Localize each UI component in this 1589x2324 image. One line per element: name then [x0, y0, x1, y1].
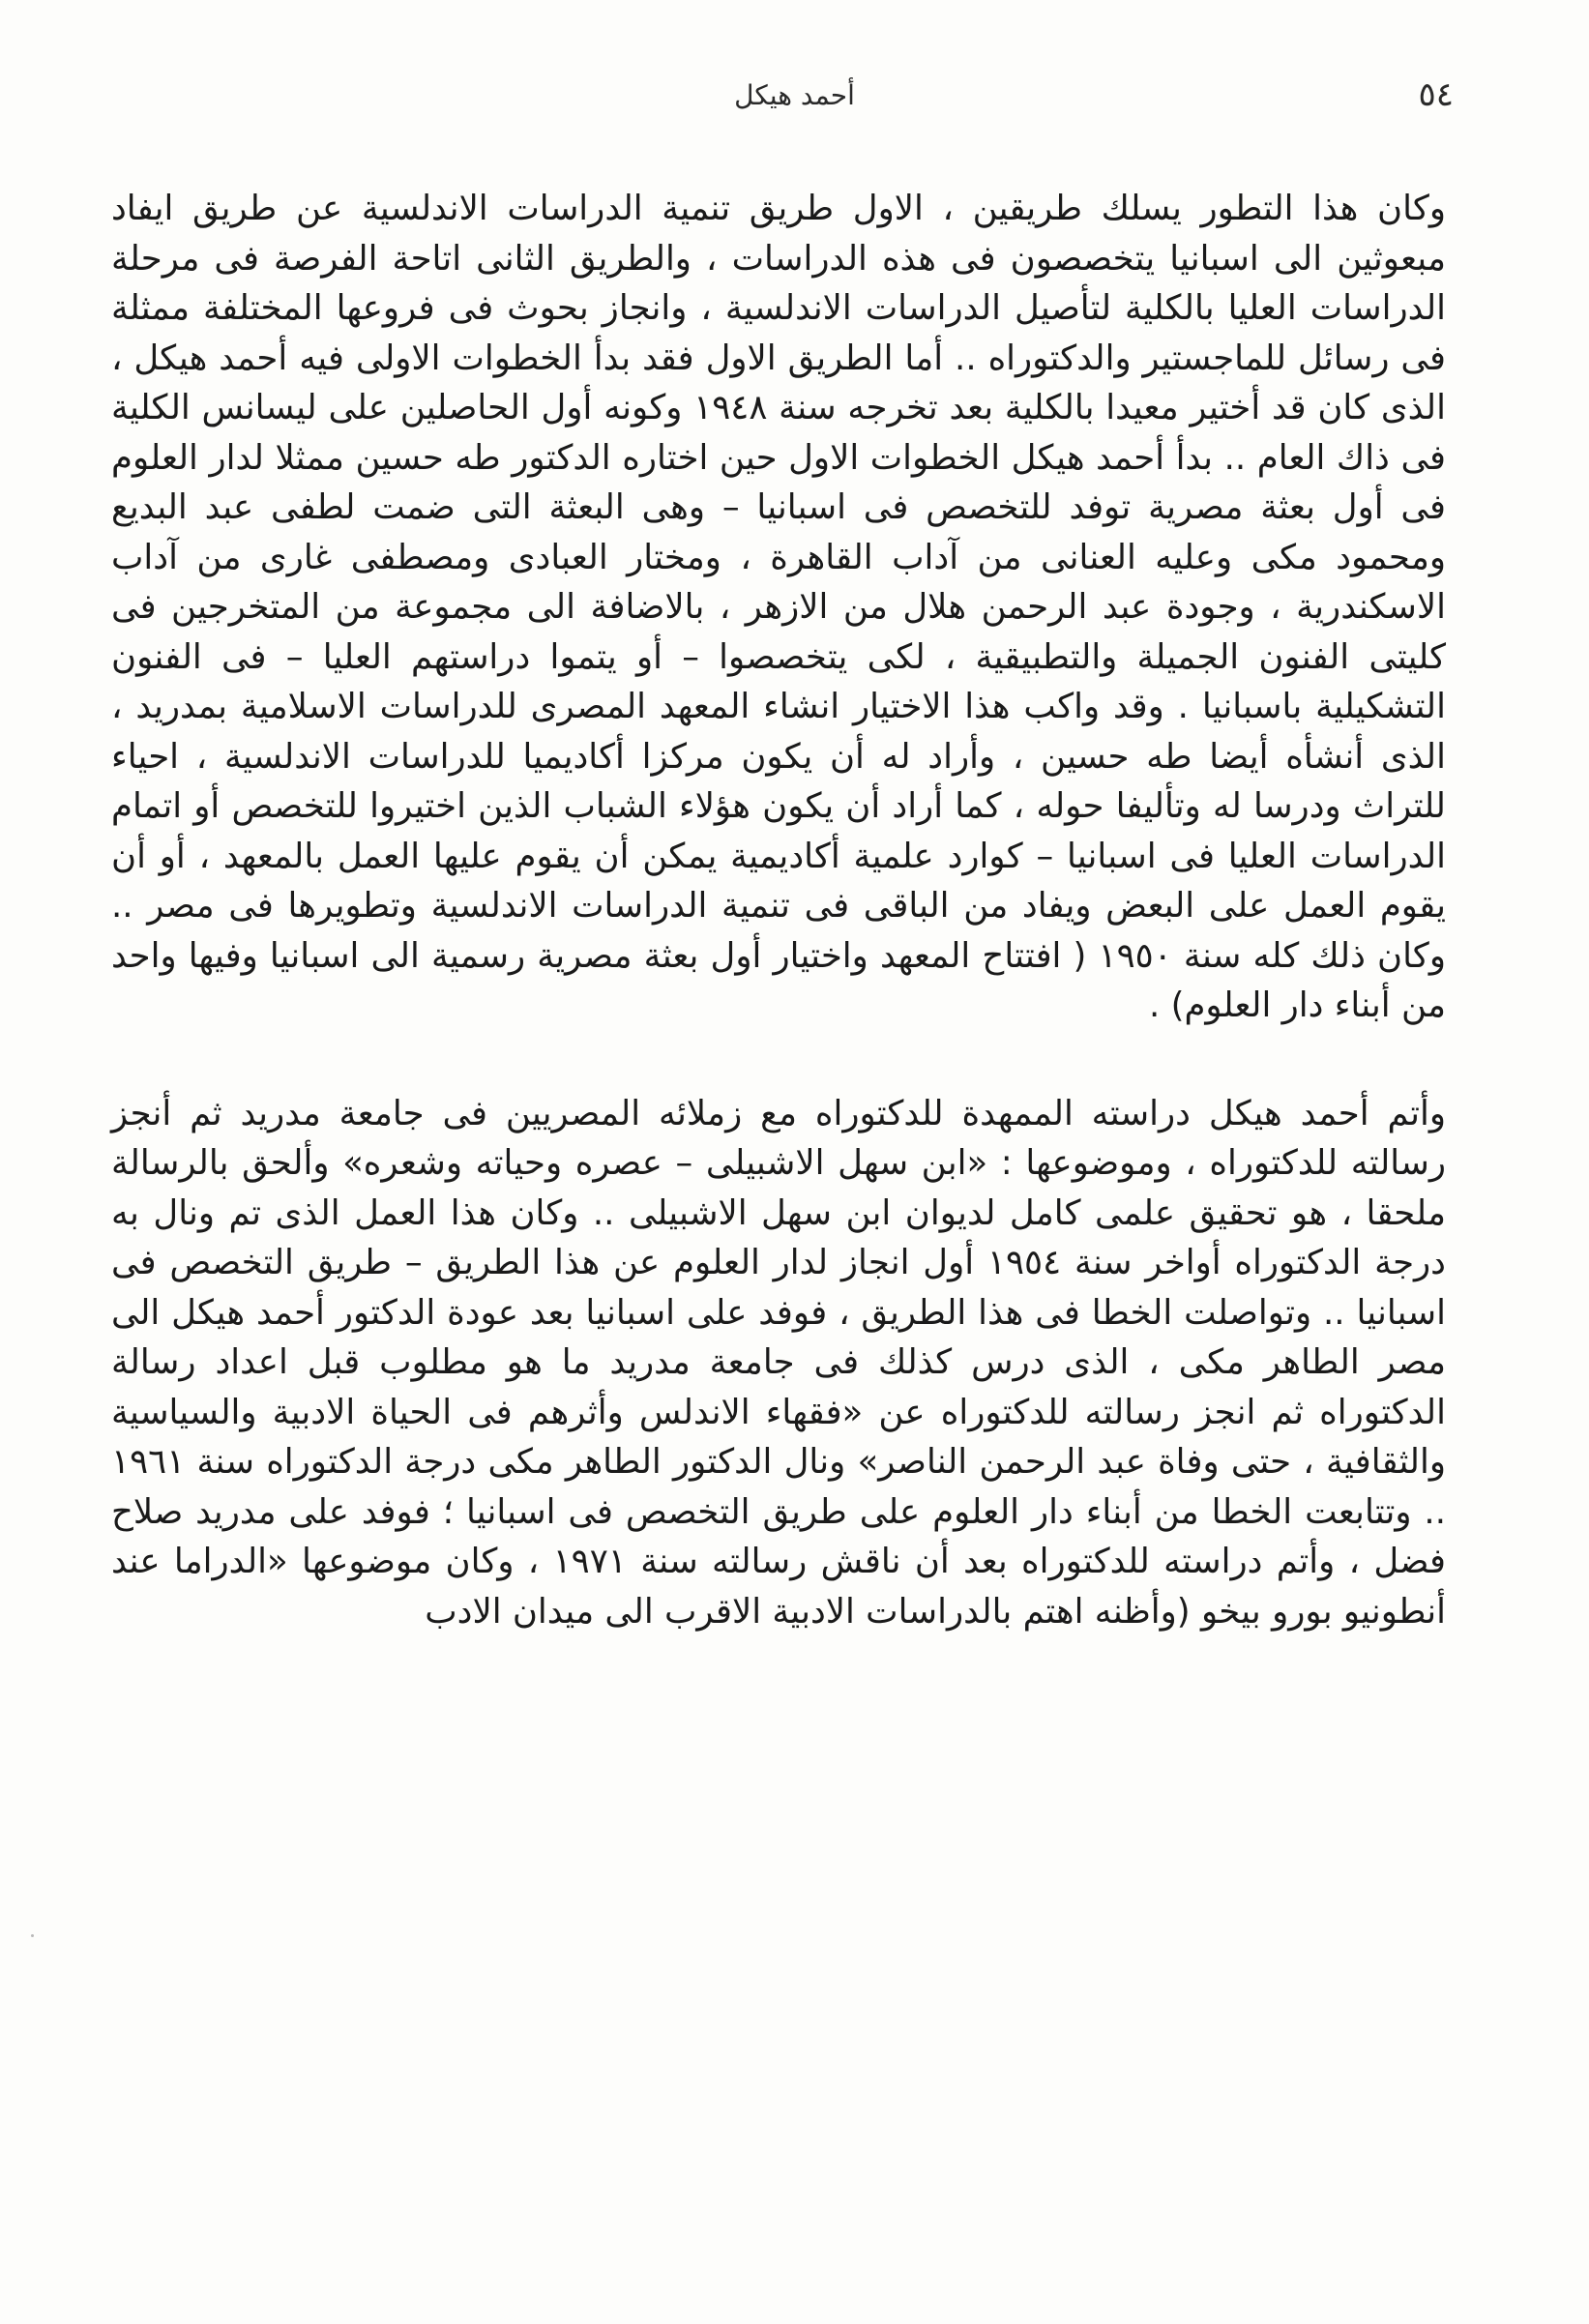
running-header — [135, 75, 1454, 133]
scan-speck — [31, 1934, 34, 1937]
paragraph-2: وأتم أحمد هيكل دراسته الممهدة للدكتوراه مع زملائه المصريين فى جامعة مدريد ثم أنجز رسالته للدكتوراه ، وموضوعها : «ابن سهل الاشبيلى – عصره وحياته وشعره» وألحق بالرسالة ملحقا ، هو تحقيق علمى كامل لديوان ابن سهل الاشبيلى .. وكان هذا العمل الذى تم ونال به درجة الدكتوراه أواخر سنة ١٩٥٤ أول انجاز لدار العلوم عن هذا الطريق – طريق التخصص فى اسبانيا .. وتواصلت الخطا فى هذا الطريق ، فوفد على اسبانيا بعد عودة الدكتور أحمد هيكل الى مصر الطاهر مكى ، الذى درس كذلك فى جامعة مدريد ما هو مطلوب قبل اعداد رسالة الدكتوراه ثم انجز رسالته للدكتوراه عن «فقهاء الاندلس وأثرهم فى الحياة الادبية والسياسية والثقافية ، حتى وفاة عبد الرحمن الناصر» ونال الدكتور الطاهر مكى درجة الدكتوراه سنة ١٩٦١ .. وتتابعت الخطا من أبناء دار العلوم على طريق التخصص فى اسبانيا ؛ فوفد على مدريد صلاح فضل ، وأتم دراسته للدكتوراه بعد أن ناقش رسالته سنة ١٩٧١ ، وكان موضوعها «الدراما عند أنطونيو بورو بيخو (وأظنه اهتم بالدراسات الادبية الاقرب الى ميدان الادب — [111, 1093, 1446, 1632]
page-number: ٥٤ — [1418, 75, 1454, 114]
body-text — [111, 184, 1446, 1636]
paragraph-1: وكان هذا التطور يسلك طريقين ، الاول طريق تنمية الدراسات الاندلسية عن طريق ايفاد مبعوثين الى اسبانيا يتخصصون فى هذه الدراسات ، والطريق الثانى اتاحة الفرصة فى مرحلة الدراسات العليا بالكلية لتأصيل الدراسات الاندلسية ، وانجاز بحوث فى فروعها المختلفة ممثلة فى رسائل للماجستير والدكتوراه .. أما الطريق الاول فقد بدأ الخطوات الاولى فيه أحمد هيكل ، الذى كان قد أختير معيدا بالكلية بعد تخرجه سنة ١٩٤٨ وكونه أول الحاصلين على ليسانس الكلية فى ذاك العام .. بدأ أحمد هيكل الخطوات الاول حين اختاره الدكتور طه حسين ممثلا لدار العلوم فى أول بعثة مصرية توفد للتخصص فى اسبانيا – وهى البعثة التى ضمت لطفى عبد البديع ومحمود مكى وعليه العنانى من آداب القاهرة ، ومختار العبادى ومصطفى غارى من آداب الاسكندرية ، وجودة عبد الرحمن هلال من الازهر ، بالاضافة الى مجموعة من المتخرجين فى كليتى الفنون الجميلة والتطبيقية ، لكى يتخصصوا – أو يتموا دراستهم العليا – فى الفنون التشكيلية باسبانيا . وقد واكب هذا الاختيار انشاء المعهد المصرى للدراسات الاسلامية بمدريد ، الذى أنشأه أيضا طه حسين ، وأراد له أن يكون مركزا أكاديميا للدراسات الاندلسية ، احياء للتراث ودرسا له وتأليفا حوله ، كما أراد أن يكون هؤلاء الشباب الذين اختيروا للتخصص أو اتمام الدراسات العليا فى اسبانيا – كوارد علمية أكاديمية يمكن أن يقوم عليها العمل بالمعهد ، أو أن يقوم العمل على البعض ويفاد من الباقى فى تنمية الدراسات الاندلسية وتطويرها فى مصر .. وكان ذلك كله سنة ١٩٥٠ ( افتتاح المعهد واختيار أول بعثة مصرية رسمية الى اسبانيا وفيها واحد من أبناء دار العلوم) . — [111, 189, 1446, 1025]
running-title: أحمد هيكل — [734, 79, 855, 111]
